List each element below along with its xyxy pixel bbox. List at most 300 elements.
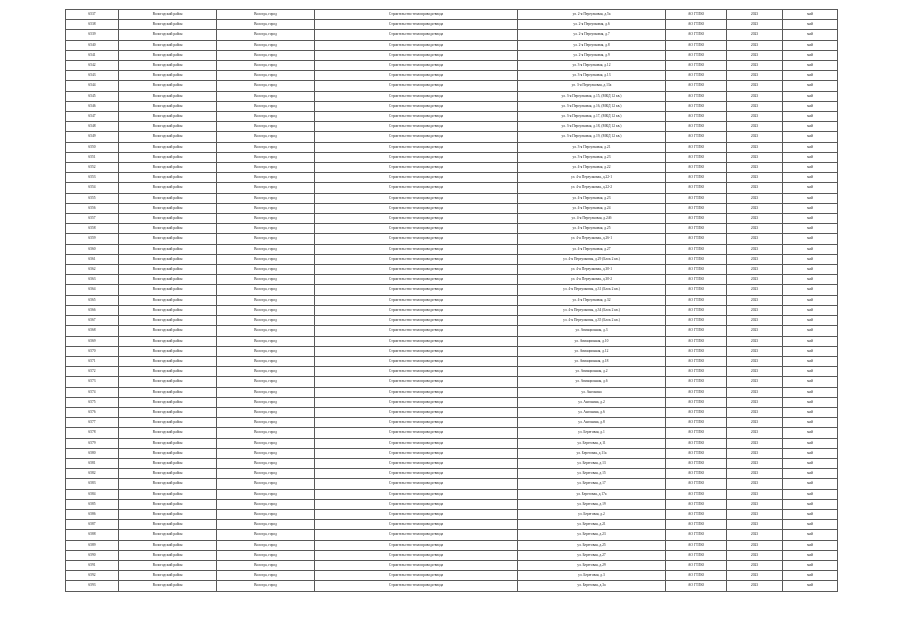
locality-cell: Вологда, город xyxy=(217,244,315,254)
work-type-cell: Строительство теплопровода-ввода xyxy=(315,40,518,50)
organization-cell: АО ГТЛЮ xyxy=(666,550,727,560)
row-number: 6579 xyxy=(66,438,119,448)
month-cell: май xyxy=(783,499,838,509)
district-cell: Вологодский район xyxy=(119,152,217,162)
table-row xyxy=(66,469,838,479)
district-cell: Вологодский район xyxy=(119,499,217,509)
work-type-cell: Строительство теплопровода-ввода xyxy=(315,448,518,458)
locality-cell: Вологда, город xyxy=(217,397,315,407)
organization-cell: АО ГТЛЮ xyxy=(666,71,727,81)
work-type-cell: Строительство теплопровода-ввода xyxy=(315,152,518,162)
work-type-cell: Строительство теплопровода-ввода xyxy=(315,418,518,428)
month-cell: май xyxy=(783,112,838,122)
district-cell: Вологодский район xyxy=(119,438,217,448)
address-cell: ул. Береговая, д.25 xyxy=(518,540,666,550)
work-type-cell: Строительство теплопровода-ввода xyxy=(315,326,518,336)
year-cell: 2023 xyxy=(727,316,783,326)
row-number: 6577 xyxy=(66,418,119,428)
month-cell: май xyxy=(783,458,838,468)
address-cell: ул. Береговая, д.19 xyxy=(518,499,666,509)
month-cell: май xyxy=(783,438,838,448)
row-number: 6584 xyxy=(66,489,119,499)
year-cell: 2023 xyxy=(727,407,783,417)
organization-cell: АО ГТЛЮ xyxy=(666,91,727,101)
table-row xyxy=(66,397,838,407)
address-cell: ул. 2-я Переулковая, д.7 xyxy=(518,30,666,40)
table-row xyxy=(66,509,838,519)
address-cell: ул. Ангонина, д.8 xyxy=(518,418,666,428)
month-cell: май xyxy=(783,305,838,315)
table-row xyxy=(66,142,838,152)
table-row xyxy=(66,224,838,234)
year-cell: 2023 xyxy=(727,112,783,122)
table-row xyxy=(66,540,838,550)
year-cell: 2023 xyxy=(727,520,783,530)
table-row xyxy=(66,428,838,438)
district-cell: Вологодский район xyxy=(119,560,217,570)
locality-cell: Вологда, город xyxy=(217,142,315,152)
year-cell: 2023 xyxy=(727,571,783,581)
table-row xyxy=(66,581,838,591)
address-cell: ул. Береговая, д.11 xyxy=(518,438,666,448)
organization-cell: АО ГТЛЮ xyxy=(666,581,727,591)
locality-cell: Вологда, город xyxy=(217,560,315,570)
row-number: 6539 xyxy=(66,30,119,40)
table-row xyxy=(66,418,838,428)
table-row xyxy=(66,295,838,305)
table-row xyxy=(66,214,838,224)
work-type-cell: Строительство теплопровода-ввода xyxy=(315,550,518,560)
organization-cell: АО ГТЛЮ xyxy=(666,438,727,448)
year-cell: 2023 xyxy=(727,499,783,509)
locality-cell: Вологда, город xyxy=(217,305,315,315)
table-row xyxy=(66,61,838,71)
year-cell: 2023 xyxy=(727,356,783,366)
work-type-cell: Строительство теплопровода-ввода xyxy=(315,265,518,275)
district-cell: Вологодский район xyxy=(119,479,217,489)
address-cell: ул. 4-я Переулковая, д.30-2 xyxy=(518,275,666,285)
organization-cell: АО ГТЛЮ xyxy=(666,560,727,570)
organization-cell: АО ГТЛЮ xyxy=(666,203,727,213)
locality-cell: Вологда, город xyxy=(217,489,315,499)
address-cell: ул. Береговая, д.21 xyxy=(518,520,666,530)
locality-cell: Вологда, город xyxy=(217,275,315,285)
row-number: 6548 xyxy=(66,122,119,132)
district-cell: Вологодский район xyxy=(119,20,217,30)
address-cell: ул. Береговая, д.2 xyxy=(518,509,666,519)
organization-cell: АО ГТЛЮ xyxy=(666,479,727,489)
table-row xyxy=(66,71,838,81)
month-cell: май xyxy=(783,295,838,305)
organization-cell: АО ГТЛЮ xyxy=(666,356,727,366)
address-cell: ул. 4-я Переулковая, д.27 xyxy=(518,244,666,254)
month-cell: май xyxy=(783,550,838,560)
address-cell: ул. Авиационная, д.6 xyxy=(518,377,666,387)
address-cell: ул. 4-я Переулковая, д.24б xyxy=(518,214,666,224)
work-type-cell: Строительство теплопровода-ввода xyxy=(315,560,518,570)
month-cell: май xyxy=(783,479,838,489)
address-cell: ул. 4-я Переулковая, д.34 (Блок 2 кв.) xyxy=(518,305,666,315)
month-cell: май xyxy=(783,142,838,152)
month-cell: май xyxy=(783,571,838,581)
address-cell: ул. Береговая, д.13 xyxy=(518,458,666,468)
locality-cell: Вологда, город xyxy=(217,479,315,489)
address-cell: ул. 4-я Переулковая, д.31 (Блок 2 кв.) xyxy=(518,285,666,295)
district-cell: Вологодский район xyxy=(119,458,217,468)
table-row xyxy=(66,377,838,387)
row-number: 6591 xyxy=(66,560,119,570)
address-cell: ул. 2-я Переулковая, д.5а xyxy=(518,10,666,20)
row-number: 6570 xyxy=(66,346,119,356)
month-cell: май xyxy=(783,530,838,540)
district-cell: Вологодский район xyxy=(119,81,217,91)
month-cell: май xyxy=(783,326,838,336)
locality-cell: Вологда, город xyxy=(217,173,315,183)
locality-cell: Вологда, город xyxy=(217,428,315,438)
year-cell: 2023 xyxy=(727,550,783,560)
organization-cell: АО ГТЛЮ xyxy=(666,448,727,458)
month-cell: май xyxy=(783,20,838,30)
row-number: 6562 xyxy=(66,265,119,275)
work-type-cell: Строительство теплопровода-ввода xyxy=(315,346,518,356)
work-type-cell: Строительство теплопровода-ввода xyxy=(315,540,518,550)
table-row xyxy=(66,203,838,213)
organization-cell: АО ГТЛЮ xyxy=(666,30,727,40)
work-type-cell: Строительство теплопровода-ввода xyxy=(315,356,518,366)
month-cell: май xyxy=(783,173,838,183)
year-cell: 2023 xyxy=(727,40,783,50)
organization-cell: АО ГТЛЮ xyxy=(666,183,727,193)
year-cell: 2023 xyxy=(727,581,783,591)
locality-cell: Вологда, город xyxy=(217,183,315,193)
organization-cell: АО ГТЛЮ xyxy=(666,530,727,540)
table-row xyxy=(66,305,838,315)
district-cell: Вологодский район xyxy=(119,469,217,479)
locality-cell: Вологда, город xyxy=(217,214,315,224)
table-row xyxy=(66,458,838,468)
row-number: 6568 xyxy=(66,326,119,336)
district-cell: Вологодский район xyxy=(119,346,217,356)
organization-cell: АО ГТЛЮ xyxy=(666,265,727,275)
table-row xyxy=(66,448,838,458)
year-cell: 2023 xyxy=(727,275,783,285)
organization-cell: АО ГТЛЮ xyxy=(666,142,727,152)
data-table xyxy=(65,9,838,592)
organization-cell: АО ГТЛЮ xyxy=(666,112,727,122)
row-number: 6574 xyxy=(66,387,119,397)
row-number: 6563 xyxy=(66,275,119,285)
year-cell: 2023 xyxy=(727,193,783,203)
month-cell: май xyxy=(783,509,838,519)
row-number: 6543 xyxy=(66,71,119,81)
organization-cell: АО ГТЛЮ xyxy=(666,499,727,509)
district-cell: Вологодский район xyxy=(119,295,217,305)
work-type-cell: Строительство теплопровода-ввода xyxy=(315,61,518,71)
organization-cell: АО ГТЛЮ xyxy=(666,132,727,142)
district-cell: Вологодский район xyxy=(119,326,217,336)
work-type-cell: Строительство теплопровода-ввода xyxy=(315,254,518,264)
organization-cell: АО ГТЛЮ xyxy=(666,489,727,499)
locality-cell: Вологда, город xyxy=(217,152,315,162)
month-cell: май xyxy=(783,244,838,254)
month-cell: май xyxy=(783,560,838,570)
month-cell: май xyxy=(783,214,838,224)
table-row xyxy=(66,101,838,111)
month-cell: май xyxy=(783,407,838,417)
row-number: 6537 xyxy=(66,10,119,20)
year-cell: 2023 xyxy=(727,448,783,458)
work-type-cell: Строительство теплопровода-ввода xyxy=(315,244,518,254)
year-cell: 2023 xyxy=(727,61,783,71)
month-cell: май xyxy=(783,101,838,111)
address-cell: ул. 3-я Переулковая, д.23 xyxy=(518,152,666,162)
month-cell: май xyxy=(783,367,838,377)
work-type-cell: Строительство теплопровода-ввода xyxy=(315,50,518,60)
year-cell: 2023 xyxy=(727,20,783,30)
work-type-cell: Строительство теплопровода-ввода xyxy=(315,407,518,417)
year-cell: 2023 xyxy=(727,509,783,519)
district-cell: Вологодский район xyxy=(119,367,217,377)
row-number: 6559 xyxy=(66,234,119,244)
year-cell: 2023 xyxy=(727,265,783,275)
address-cell: ул. 4-я Переулковая, д.22-2 xyxy=(518,183,666,193)
organization-cell: АО ГТЛЮ xyxy=(666,407,727,417)
work-type-cell: Строительство теплопровода-ввода xyxy=(315,489,518,499)
locality-cell: Вологда, город xyxy=(217,581,315,591)
month-cell: май xyxy=(783,71,838,81)
month-cell: май xyxy=(783,152,838,162)
table-row xyxy=(66,40,838,50)
month-cell: май xyxy=(783,81,838,91)
row-number: 6544 xyxy=(66,81,119,91)
month-cell: май xyxy=(783,91,838,101)
row-number: 6558 xyxy=(66,224,119,234)
month-cell: май xyxy=(783,183,838,193)
table-row xyxy=(66,356,838,366)
work-type-cell: Строительство теплопровода-ввода xyxy=(315,275,518,285)
row-number: 6592 xyxy=(66,571,119,581)
month-cell: май xyxy=(783,224,838,234)
locality-cell: Вологда, город xyxy=(217,509,315,519)
row-number: 6557 xyxy=(66,214,119,224)
locality-cell: Вологда, город xyxy=(217,101,315,111)
organization-cell: АО ГТЛЮ xyxy=(666,418,727,428)
locality-cell: Вологда, город xyxy=(217,265,315,275)
month-cell: май xyxy=(783,50,838,60)
year-cell: 2023 xyxy=(727,152,783,162)
work-type-cell: Строительство теплопровода-ввода xyxy=(315,377,518,387)
district-cell: Вологодский район xyxy=(119,448,217,458)
district-cell: Вологодский район xyxy=(119,193,217,203)
month-cell: май xyxy=(783,285,838,295)
row-number: 6573 xyxy=(66,377,119,387)
work-type-cell: Строительство теплопровода-ввода xyxy=(315,305,518,315)
year-cell: 2023 xyxy=(727,387,783,397)
district-cell: Вологодский район xyxy=(119,183,217,193)
district-cell: Вологодский район xyxy=(119,418,217,428)
address-cell: ул. Береговая, д.15 xyxy=(518,469,666,479)
district-cell: Вологодский район xyxy=(119,530,217,540)
district-cell: Вологодский район xyxy=(119,387,217,397)
address-cell: ул. Авиационная, д.18 xyxy=(518,356,666,366)
address-cell: ул. 3-я Переулковая, д.12 xyxy=(518,61,666,71)
district-cell: Вологодский район xyxy=(119,356,217,366)
locality-cell: Вологда, город xyxy=(217,367,315,377)
work-type-cell: Строительство теплопровода-ввода xyxy=(315,428,518,438)
year-cell: 2023 xyxy=(727,254,783,264)
row-number: 6575 xyxy=(66,397,119,407)
row-number: 6590 xyxy=(66,550,119,560)
row-number: 6572 xyxy=(66,367,119,377)
month-cell: май xyxy=(783,40,838,50)
locality-cell: Вологда, город xyxy=(217,295,315,305)
month-cell: май xyxy=(783,346,838,356)
year-cell: 2023 xyxy=(727,397,783,407)
month-cell: май xyxy=(783,254,838,264)
month-cell: май xyxy=(783,10,838,20)
year-cell: 2023 xyxy=(727,305,783,315)
organization-cell: АО ГТЛЮ xyxy=(666,214,727,224)
table-row xyxy=(66,30,838,40)
address-cell: ул. 3-я Переулковая, д.18, (МКД 12 кв.) xyxy=(518,122,666,132)
organization-cell: АО ГТЛЮ xyxy=(666,81,727,91)
locality-cell: Вологда, город xyxy=(217,387,315,397)
month-cell: май xyxy=(783,316,838,326)
work-type-cell: Строительство теплопровода-ввода xyxy=(315,520,518,530)
locality-cell: Вологда, город xyxy=(217,193,315,203)
row-number: 6578 xyxy=(66,428,119,438)
work-type-cell: Строительство теплопровода-ввода xyxy=(315,163,518,173)
year-cell: 2023 xyxy=(727,285,783,295)
locality-cell: Вологда, город xyxy=(217,10,315,20)
month-cell: май xyxy=(783,540,838,550)
year-cell: 2023 xyxy=(727,214,783,224)
month-cell: май xyxy=(783,132,838,142)
address-cell: ул. Авиационная, д.10 xyxy=(518,336,666,346)
organization-cell: АО ГТЛЮ xyxy=(666,367,727,377)
district-cell: Вологодский район xyxy=(119,10,217,20)
month-cell: май xyxy=(783,520,838,530)
address-cell: ул. Ангонина xyxy=(518,387,666,397)
year-cell: 2023 xyxy=(727,469,783,479)
year-cell: 2023 xyxy=(727,91,783,101)
year-cell: 2023 xyxy=(727,540,783,550)
locality-cell: Вологда, город xyxy=(217,71,315,81)
address-cell: ул. Авиационная, д.12 xyxy=(518,346,666,356)
district-cell: Вологодский район xyxy=(119,285,217,295)
work-type-cell: Строительство теплопровода-ввода xyxy=(315,285,518,295)
district-cell: Вологодский район xyxy=(119,40,217,50)
district-cell: Вологодский район xyxy=(119,407,217,417)
row-number: 6569 xyxy=(66,336,119,346)
year-cell: 2023 xyxy=(727,30,783,40)
work-type-cell: Строительство теплопровода-ввода xyxy=(315,295,518,305)
organization-cell: АО ГТЛЮ xyxy=(666,509,727,519)
year-cell: 2023 xyxy=(727,50,783,60)
address-cell: ул. Авиационная, д.3 xyxy=(518,326,666,336)
work-type-cell: Строительство теплопровода-ввода xyxy=(315,234,518,244)
year-cell: 2023 xyxy=(727,438,783,448)
address-cell: ул. Береговая, д.17а xyxy=(518,489,666,499)
year-cell: 2023 xyxy=(727,479,783,489)
address-cell: ул. 4-я Переулковая, д.24 xyxy=(518,203,666,213)
locality-cell: Вологда, город xyxy=(217,50,315,60)
district-cell: Вологодский район xyxy=(119,30,217,40)
district-cell: Вологодский район xyxy=(119,234,217,244)
table-row xyxy=(66,122,838,132)
table-row xyxy=(66,112,838,122)
address-cell: ул. Береговая, д.29 xyxy=(518,560,666,570)
row-number: 6551 xyxy=(66,152,119,162)
row-number: 6549 xyxy=(66,132,119,142)
year-cell: 2023 xyxy=(727,101,783,111)
row-number: 6561 xyxy=(66,254,119,264)
year-cell: 2023 xyxy=(727,367,783,377)
year-cell: 2023 xyxy=(727,326,783,336)
locality-cell: Вологда, город xyxy=(217,438,315,448)
locality-cell: Вологда, город xyxy=(217,285,315,295)
locality-cell: Вологда, город xyxy=(217,163,315,173)
district-cell: Вологодский район xyxy=(119,509,217,519)
address-cell: ул. 4-я Переулковая, д.23 xyxy=(518,193,666,203)
table-row xyxy=(66,316,838,326)
district-cell: Вологодский район xyxy=(119,101,217,111)
month-cell: май xyxy=(783,428,838,438)
address-cell: ул. 4-я Переулковая, д.35 (Блок 2 кв.) xyxy=(518,316,666,326)
year-cell: 2023 xyxy=(727,244,783,254)
work-type-cell: Строительство теплопровода-ввода xyxy=(315,581,518,591)
table-row xyxy=(66,183,838,193)
organization-cell: АО ГТЛЮ xyxy=(666,346,727,356)
organization-cell: АО ГТЛЮ xyxy=(666,571,727,581)
work-type-cell: Строительство теплопровода-ввода xyxy=(315,438,518,448)
table-row xyxy=(66,499,838,509)
organization-cell: АО ГТЛЮ xyxy=(666,152,727,162)
organization-cell: АО ГТЛЮ xyxy=(666,163,727,173)
district-cell: Вологодский район xyxy=(119,520,217,530)
organization-cell: АО ГТЛЮ xyxy=(666,193,727,203)
locality-cell: Вологда, город xyxy=(217,458,315,468)
work-type-cell: Строительство теплопровода-ввода xyxy=(315,20,518,30)
address-cell: ул. Береговая, д.11а xyxy=(518,448,666,458)
table-row xyxy=(66,132,838,142)
district-cell: Вологодский район xyxy=(119,581,217,591)
work-type-cell: Строительство теплопровода-ввода xyxy=(315,203,518,213)
row-number: 6582 xyxy=(66,469,119,479)
row-number: 6540 xyxy=(66,40,119,50)
locality-cell: Вологда, город xyxy=(217,112,315,122)
month-cell: май xyxy=(783,336,838,346)
district-cell: Вологодский район xyxy=(119,142,217,152)
locality-cell: Вологда, город xyxy=(217,61,315,71)
table-row xyxy=(66,91,838,101)
table-row xyxy=(66,571,838,581)
organization-cell: АО ГТЛЮ xyxy=(666,326,727,336)
year-cell: 2023 xyxy=(727,173,783,183)
organization-cell: АО ГТЛЮ xyxy=(666,295,727,305)
locality-cell: Вологда, город xyxy=(217,499,315,509)
row-number: 6576 xyxy=(66,407,119,417)
table-row xyxy=(66,387,838,397)
row-number: 6554 xyxy=(66,183,119,193)
work-type-cell: Строительство теплопровода-ввода xyxy=(315,193,518,203)
locality-cell: Вологда, город xyxy=(217,234,315,244)
district-cell: Вологодский район xyxy=(119,316,217,326)
work-type-cell: Строительство теплопровода-ввода xyxy=(315,122,518,132)
table-row xyxy=(66,50,838,60)
address-cell: ул. 2-я Переулковая, д.9 xyxy=(518,50,666,60)
locality-cell: Вологда, город xyxy=(217,20,315,30)
